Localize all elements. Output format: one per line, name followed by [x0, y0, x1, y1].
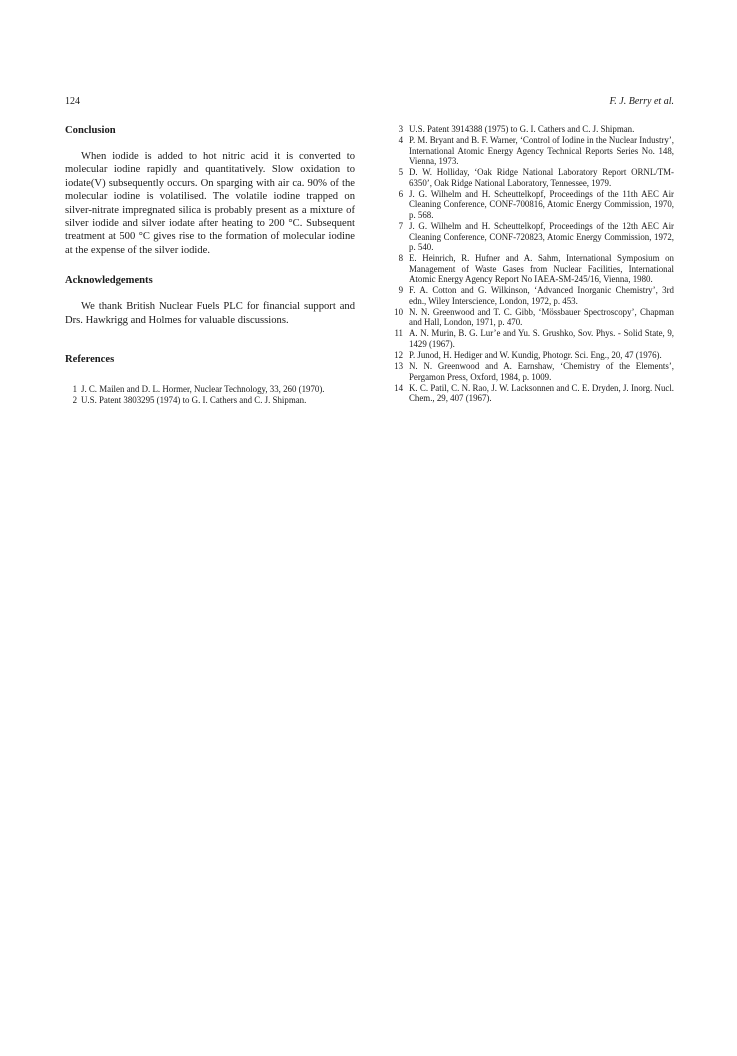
- reference-item: [390, 361, 674, 382]
- reference-number: 6: [398, 188, 403, 199]
- page-header: [65, 96, 674, 110]
- reference-text: U.S. Patent 3803295 (1974) to G. I. Cathers and C. J. Shipman.: [81, 395, 307, 406]
- conclusion-section: [65, 124, 355, 257]
- paper-page: [65, 96, 674, 656]
- reference-list-right: [390, 124, 674, 404]
- acknowledgements-heading: Acknowledgements: [65, 275, 153, 287]
- references-section: [65, 353, 355, 406]
- reference-text: N. N. Greenwood and A. Earnshaw, ‘Chemistry of the Elements’, Pergamon Press, Oxford, 1984, p. 1009.: [409, 360, 674, 382]
- reference-item: [390, 285, 674, 306]
- conclusion-paragraph: When iodide is added to hot nitric acid it is converted to molecular iodine rapidly and quantitatively. Slow oxidation to iodate(V) subsequently occurs. On sparging with air ca. 90% of the molecular iodine is volatilised. The volatile iodine trapped on silver-nitrate impregnated silica is probably present as a mixture of silver iodide and silver iodate after heating to 200 °C. Subsequent treatment at 500 °C gives rise to the formation of molecular iodine at the expense of the silver iodide.: [65, 151, 355, 256]
- right-column: [390, 124, 674, 404]
- reference-text: J. G. Wilhelm and H. Scheuttelkopf, Proceedings of the 11th AEC Air Cleaning Conference, CONF-700816, Atomic Energy Commission, 1970, p. 568.: [409, 188, 674, 220]
- reference-number: 5: [398, 167, 403, 178]
- page-number: 124: [65, 96, 80, 107]
- reference-item: [65, 384, 355, 395]
- reference-text: K. C. Patil, C. N. Rao, J. W. Lacksonnen and C. E. Dryden, J. Inorg. Nucl. Chem., 29, 407 (1967).: [409, 382, 674, 404]
- reference-item: [390, 253, 674, 285]
- reference-text: A. N. Murin, B. G. Lur’e and Yu. S. Grushko, Sov. Phys. - Solid State, 9, 1429 (1967).: [409, 328, 674, 349]
- reference-item: [390, 189, 674, 221]
- reference-number: 1: [72, 384, 77, 395]
- reference-number: 7: [398, 220, 403, 231]
- reference-number: 8: [398, 253, 403, 264]
- running-author: F. J. Berry et al.: [609, 96, 674, 107]
- left-column: [65, 124, 355, 406]
- reference-item: [390, 124, 674, 135]
- reference-text: U.S. Patent 3914388 (1975) to G. I. Cathers and C. J. Shipman.: [409, 124, 635, 134]
- reference-item: [390, 328, 674, 349]
- reference-text: E. Heinrich, R. Hufner and A. Sahm, International Symposium on Management of Waste Gases from Nuclear Facilities, International Atomic Energy Agency Report No IAEA-SM-245/16, Vienna, 1980.: [409, 253, 674, 285]
- reference-text: P. M. Bryant and B. F. Warner, ‘Control of Iodine in the Nuclear Industry’, International Atomic Energy Agency Technical Reports Series No. 148, Vienna, 1973.: [409, 134, 674, 167]
- references-heading: References: [65, 354, 115, 366]
- reference-item: [390, 221, 674, 253]
- reference-text: D. W. Holliday, ‘Oak Ridge National Laboratory Report ORNL/TM-6350’, Oak Ridge National Laboratory, Tennessee, 1979.: [409, 167, 674, 188]
- reference-text: F. A. Cotton and G. Wilkinson, ‘Advanced Inorganic Chemistry’, 3rd edn., Wiley Interscience, London, 1972, p. 453.: [409, 285, 674, 306]
- reference-item: [390, 307, 674, 328]
- reference-item: [390, 383, 674, 404]
- reference-item: [390, 350, 674, 361]
- reference-number: 14: [394, 382, 403, 393]
- conclusion-heading: Conclusion: [65, 125, 116, 136]
- reference-number: 11: [394, 328, 403, 339]
- reference-item: [65, 395, 355, 406]
- acknowledgements-section: [65, 274, 355, 327]
- reference-text: J. G. Wilhelm and H. Scheuttelkopf, Proceedings of the 12th AEC Air Cleaning Conference, CONF-720823, Atomic Energy Commission, 1972, p. 540.: [409, 220, 674, 253]
- reference-text: J. C. Mailen and D. L. Hormer, Nuclear Technology, 33, 260 (1970).: [81, 384, 325, 395]
- reference-number: 10: [394, 306, 403, 317]
- reference-number: 9: [398, 285, 403, 296]
- reference-text: P. Junod, H. Hediger and W. Kundig, Photogr. Sci. Eng., 20, 47 (1976).: [409, 349, 662, 360]
- reference-number: 12: [394, 349, 403, 360]
- reference-text: N. N. Greenwood and T. C. Gibb, ‘Mössbauer Spectroscopy’, Chapman and Hall, London, 1971, p. 470.: [409, 306, 674, 328]
- reference-item: [390, 135, 674, 167]
- reference-item: [390, 167, 674, 188]
- reference-number: 4: [398, 134, 403, 145]
- reference-list-left: [65, 384, 355, 406]
- reference-number: 3: [398, 124, 403, 134]
- reference-number: 2: [72, 395, 77, 406]
- acknowledgements-paragraph: We thank British Nuclear Fuels PLC for financial support and Drs. Hawkrigg and Holmes for valuable discussions.: [65, 301, 355, 326]
- reference-number: 13: [394, 360, 403, 371]
